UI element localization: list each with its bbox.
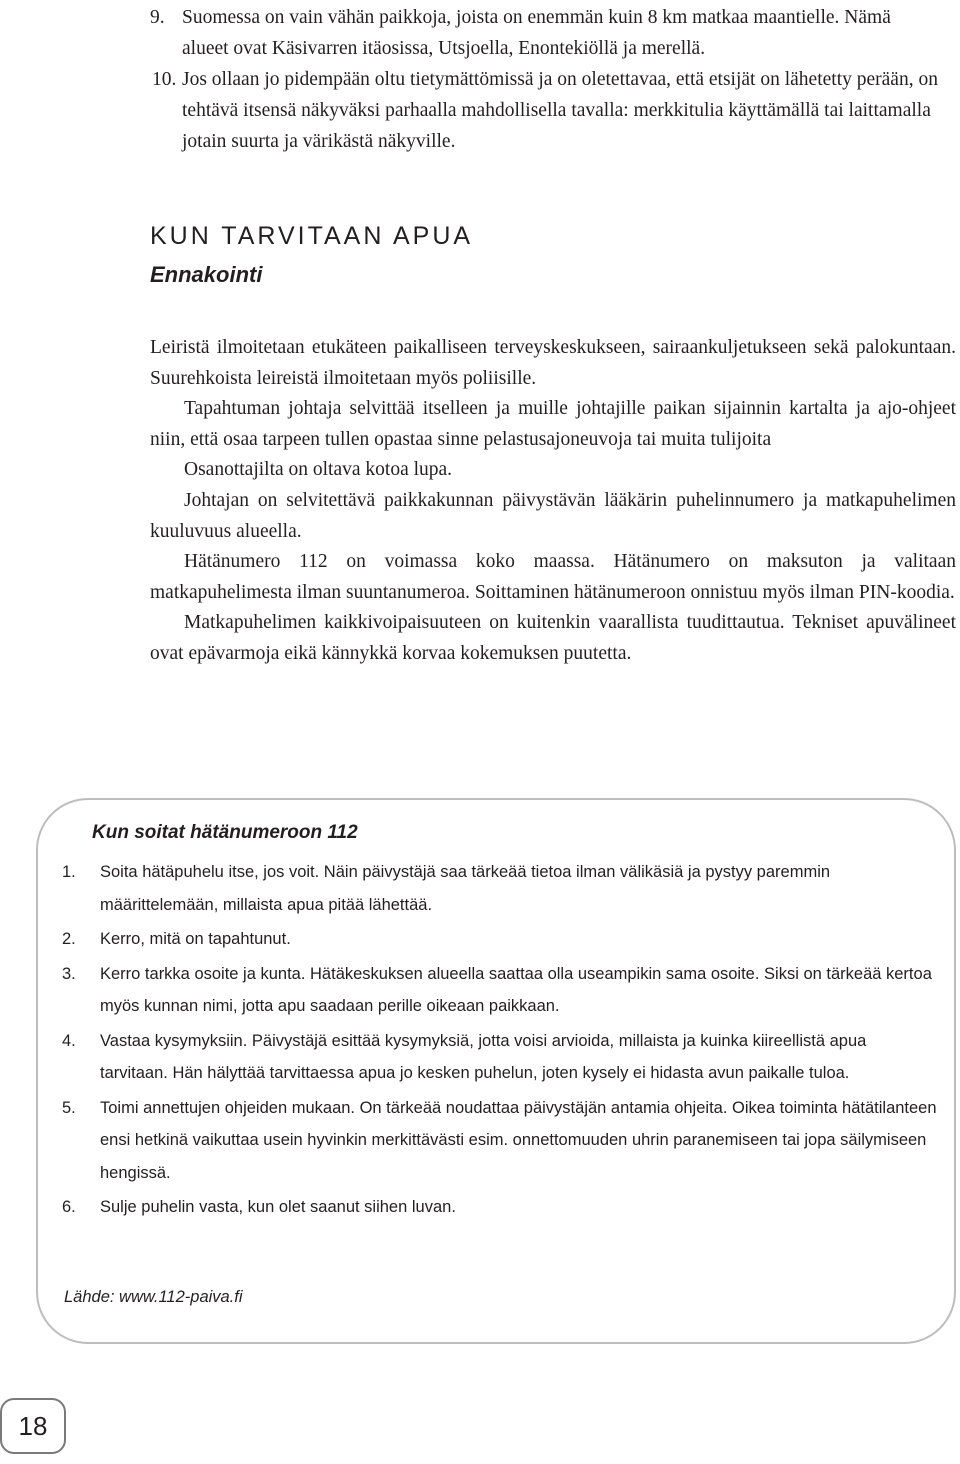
paragraph: Tapahtuman johtaja selvittää itselleen ja muille johtajille paikan sijainnin kartalta ja ajo-ohjeet niin, että osaa tarpeen tullen opastaa sinne pelastusajoneuvoja tai muita tulijoita bbox=[150, 398, 956, 450]
list-number: 9. bbox=[150, 7, 165, 28]
list-text: Suomessa on vain vähän paikkoja, joista on enemmän kuin 8 km matkaa maantielle. Nämä alueet ovat Käsivarren itäosissa, Utsjoella, Enontekiöllä ja merellä. bbox=[182, 7, 891, 59]
box-list bbox=[38, 856, 938, 1226]
paragraph: Leiristä ilmoitetaan etukäteen paikalliseen terveyskeskukseen, sairaankuljetukseen sekä palokuntaan. Suurehkoista leireistä ilmoitetaan myös poliisille. bbox=[150, 337, 956, 389]
paragraph: Johtajan on selvitettävä paikkakunnan päivystävän lääkärin puhelinnumero ja matkapuhelimen kuuluvuus alueella. bbox=[150, 489, 956, 542]
box-list-text: Kerro, mitä on tapahtunut. bbox=[100, 930, 291, 948]
section-subtitle: Ennakointi bbox=[150, 262, 263, 287]
paragraph: Hätänumero 112 on voimassa koko maassa. Hätänumero on maksuton ja valitaan matkapuhelimesta ilman suuntanumeroa. Soittaminen hätänumeroon onnistuu myös ilman PIN-koodia. bbox=[150, 551, 956, 603]
box-list-number: 1. bbox=[62, 863, 76, 881]
box-list-item bbox=[38, 1025, 938, 1090]
paragraph: Matkapuhelimen kaikkivoipaisuuteen on kuitenkin vaarallista tuudittautua. Tekniset apuvälineet ovat epävarmoja eikä kännykkä korvaa kokemuksen puutetta. bbox=[150, 612, 956, 664]
box-list-number: 5. bbox=[62, 1098, 76, 1117]
box-list-item bbox=[38, 958, 938, 1023]
box-list-number: 3. bbox=[62, 964, 76, 983]
list-text: Jos ollaan jo pidempään oltu tietymättömissä ja on oletettavaa, että etsijät on lähetetty perään, on tehtävä itsensä näkyväksi parhaalla mahdollisella tavalla: merkkitulia käyttämällä tai laittamalla jotain suurta ja värikästä näkyville. bbox=[182, 69, 938, 152]
box-list-item bbox=[38, 1092, 938, 1190]
list-item-10 bbox=[150, 64, 940, 157]
box-list-item bbox=[38, 923, 938, 956]
box-list-text: Kerro tarkka osoite ja kunta. Hätäkeskuksen alueella saattaa olla useampikin sama osoite. Siksi on tärkeää kertoa myös kunnan nimi, jotta apu saadaan perille oikeaan paikkaan. bbox=[100, 964, 932, 1015]
box-list-text: Sulje puhelin vasta, kun olet saanut siihen luvan. bbox=[100, 1198, 456, 1216]
box-list-item bbox=[38, 1191, 938, 1224]
box-list-number: 2. bbox=[62, 930, 76, 948]
list-item-9 bbox=[150, 2, 940, 64]
page-number: 18 bbox=[0, 1398, 66, 1454]
emergency-call-box bbox=[36, 798, 956, 1344]
box-list-number: 6. bbox=[62, 1198, 76, 1216]
box-list-item bbox=[38, 856, 938, 921]
box-list-text: Soita hätäpuhelu itse, jos voit. Näin päivystäjä saa tärkeää tietoa ilman välikäsiä ja pystyy paremmin määrittelemään, millaista apua pitää lähettää. bbox=[100, 863, 831, 914]
body-text bbox=[150, 333, 956, 670]
list-number: 10. bbox=[152, 69, 177, 90]
box-list-text: Toimi annettujen ohjeiden mukaan. On tärkeää noudattaa päivystäjän antamia ohjeita. Oikea toiminta hätätilanteen ensi hetkinä vaikuttaa usein hyvinkin merkittävästi esim. onnettomuuden uhrin paranemiseen tai jopa säilymiseen hengissä. bbox=[100, 1098, 937, 1182]
box-title: Kun soitat hätänumeroon 112 bbox=[92, 822, 358, 843]
paragraph: Osanottajilta on oltava kotoa lupa. bbox=[184, 459, 453, 481]
box-list-number: 4. bbox=[62, 1031, 76, 1050]
box-list-text: Vastaa kysymyksiin. Päivystäjä esittää kysymyksiä, jotta voisi arvioida, millaista ja kuinka kiireellistä apua tarvitaan. Hän hälyttää tarvittaessa apua jo kesken puhelun, joten kysely ei hidasta avun paikalle tuloa. bbox=[100, 1031, 867, 1082]
section-title: KUN TARVITAAN APUA bbox=[150, 222, 474, 250]
numbered-list-top bbox=[150, 2, 940, 157]
box-source: Lähde: www.112-paiva.fi bbox=[64, 1288, 243, 1306]
